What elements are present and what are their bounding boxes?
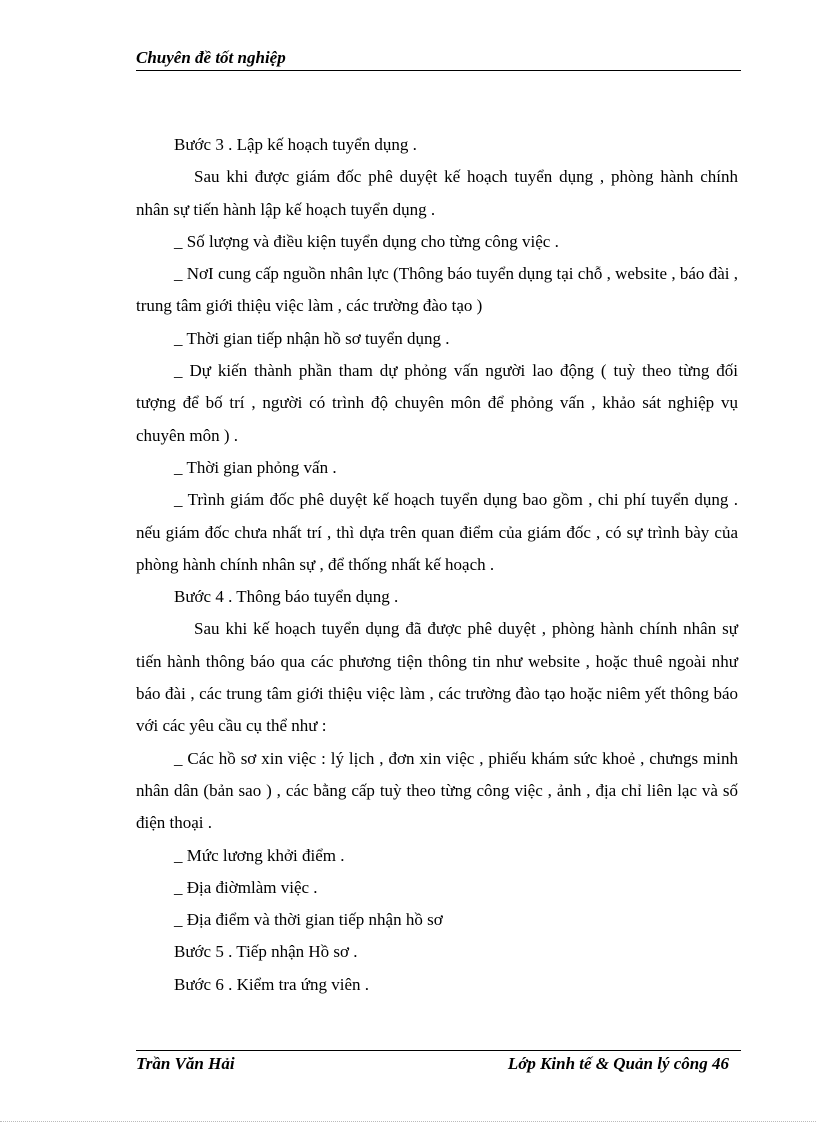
paragraph: _ Địa điờmlàm việc . — [174, 877, 318, 897]
paragraph: _ Thời gian phỏng vấn . — [174, 457, 337, 477]
paragraph: _ Địa điểm và thời gian tiếp nhận hồ sơ — [174, 910, 443, 930]
footer-class: Lớp Kinh tế & Quản lý công 46 — [507, 1054, 729, 1073]
paragraph: _ Số lượng và điều kiện tuyển dụng cho từng công việc . — [174, 231, 559, 251]
paragraph: Sau khi kế hoạch tuyển dụng đã được phê duyệt , phòng hành chính nhân sự tiến hành thông báo qua các phương tiện thông tin như website , hoặc thuê ngoài như báo đài , các trung tâm giới thiệu việc làm , các trường đào tạo hoặc niêm yết thông báo với các yêu cầu cụ thể như : — [136, 619, 738, 736]
paragraph: _ Thời gian tiếp nhận hồ sơ tuyển dụng . — [174, 328, 450, 348]
paragraph: Bước 5 . Tiếp nhận Hồ sơ . — [174, 942, 358, 962]
document-body — [136, 129, 738, 1001]
page-footer — [136, 1050, 741, 1074]
paragraph: _ NơI cung cấp nguồn nhân lực (Thông báo tuyển dụng tại chỗ , website , báo đài , trung tâm giới thiệu việc làm , các trường đào tạo ) — [136, 264, 738, 316]
paragraph: _ Dự kiến thành phần tham dự phỏng vấn người lao động ( tuỳ theo từng đối tượng để bố trí , người có trình độ chuyên môn để phỏng vấn , khảo sát nghiệp vụ chuyên môn ) . — [136, 361, 738, 445]
page-header — [136, 48, 741, 71]
paragraph: _ Mức lương khởi điểm . — [174, 845, 345, 865]
paragraph: _ Trình giám đốc phê duyệt kế hoạch tuyển dụng bao gồm , chi phí tuyển dụng . nếu giám đốc chưa nhất trí , thì dựa trên quan điểm của giám đốc , có sự trình bày của phòng hành chính nhân sự , để thống nhất kế hoạch . — [136, 490, 738, 574]
paragraph: Bước 3 . Lập kế hoạch tuyển dụng . — [174, 135, 417, 154]
header-title: Chuyên đề tốt nghiệp — [136, 48, 286, 67]
footer-author: Trần Văn Hải — [136, 1054, 235, 1073]
paragraph: Bước 6 . Kiểm tra ứng viên . — [174, 974, 370, 994]
page-bottom-divider — [0, 1121, 816, 1122]
paragraph: Bước 4 . Thông báo tuyển dụng . — [174, 587, 399, 607]
paragraph: _ Các hồ sơ xin việc : lý lịch , đơn xin việc , phiếu khám sức khoẻ , chưngs minh nhân dân (bản sao ) , các bằng cấp tuỳ theo từng công việc , ảnh , địa chỉ liên lạc và số điện thoại . — [136, 748, 738, 833]
paragraph: Sau khi được giám đốc phê duyệt kế hoạch tuyển dụng , phòng hành chính nhân sự tiến hành lập kế hoạch tuyển dụng . — [136, 167, 738, 219]
